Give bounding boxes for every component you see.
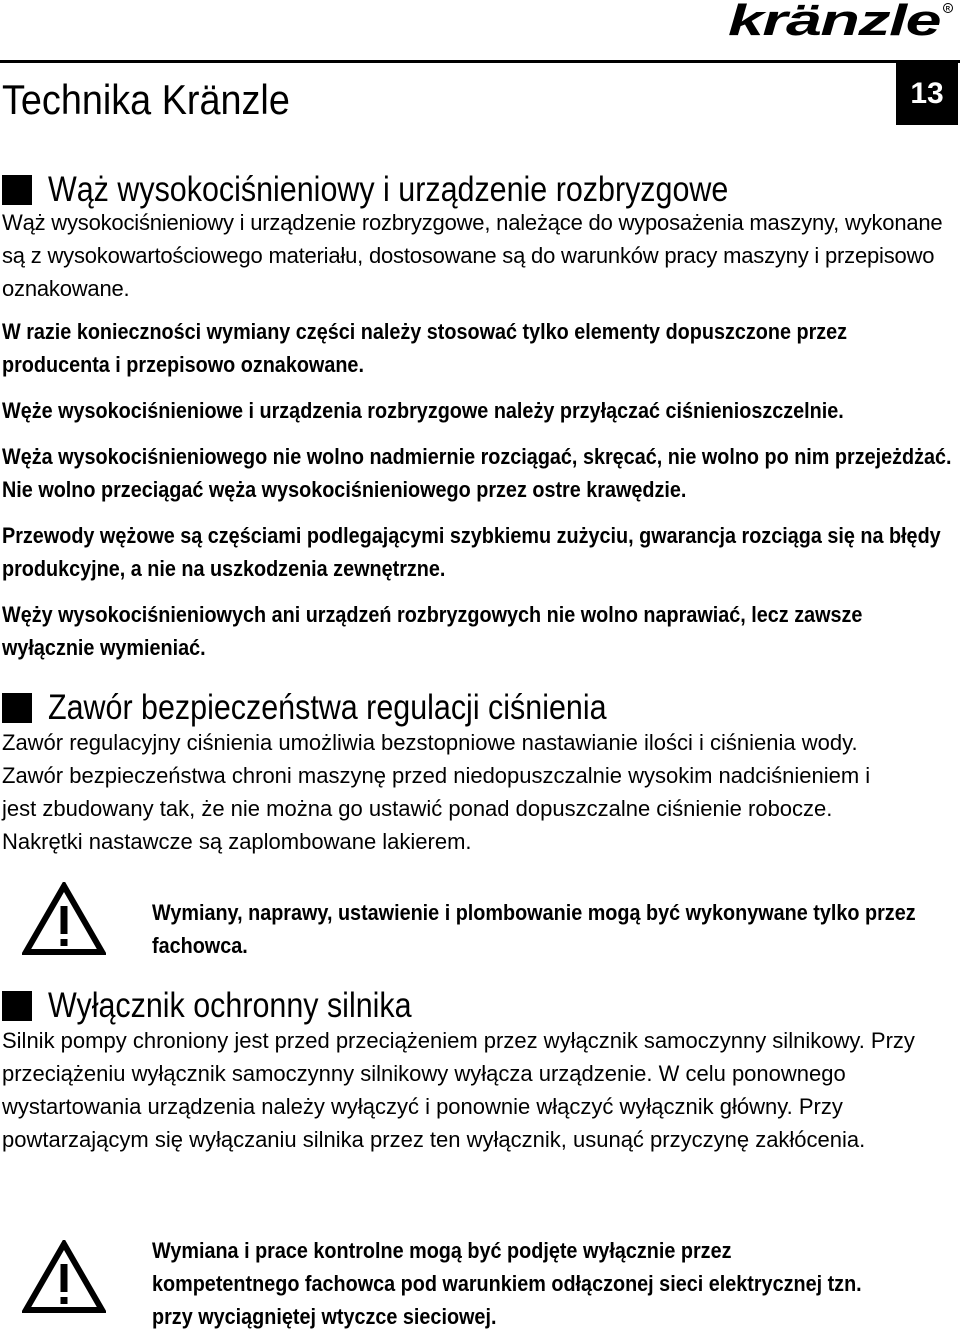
- bold-paragraph: Węża wysokociśnieniowego nie wolno nadmiernie rozciągać, skręcać, nie wolno po nim przejeżdżać. Nie wolno przeciągać węża wysokociśnieniowego przez ostre krawędzie.: [2, 444, 952, 502]
- section-motor-protection: [2, 986, 957, 1156]
- section-heading: Zawór bezpieczeństwa regulacji ciśnienia: [2, 688, 957, 728]
- bold-paragraph: Węże wysokociśnieniowe i urządzenia rozbryzgowe należy przyłączać ciśnienioszczelnie.: [2, 398, 844, 423]
- black-square-bullet: [2, 991, 32, 1021]
- black-square-bullet: [2, 693, 32, 723]
- bold-paragraph: Węży wysokociśnieniowych ani urządzeń rozbryzgowych nie wolno naprawiać, lecz zawsze wyłącznie wymieniać.: [2, 602, 863, 660]
- section-heading: Wyłącznik ochronny silnika: [2, 986, 957, 1026]
- paragraph: Wąż wysokociśnieniowy i urządzenie rozbryzgowe, należące do wyposażenia maszyny, wykonane są z wysokowartościowego materiału, dostosowane są do warunków pracy maszyny i przepisowo oznakowane.: [2, 210, 943, 301]
- section-heading: Wąż wysokociśnieniowy i urządzenie rozbryzgowe: [2, 170, 957, 210]
- bold-paragraph: Przewody wężowe są częściami podlegającymi szybkiemu zużyciu, gwarancja rozciąga się na błędy produkcyjne, a nie na uszkodzenia zewnętrzne.: [2, 523, 941, 581]
- warning-triangle-icon: [22, 882, 106, 956]
- page-number: 13: [896, 63, 958, 125]
- warning-triangle-icon: [22, 1240, 106, 1314]
- paragraph: Silnik pompy chroniony jest przed przeciążeniem przez wyłącznik samoczynny silnikowy. Przy przeciążeniu wyłącznik samoczynny silnikowy wyłącza urządzenie. W celu ponownego wystartowania urządzenia należy wyłączyć i ponownie włączyć wyłącznik główny. Przy powtarzającym się wyłączaniu silnika przez ten wyłącznik, usunąć przyczynę zakłócenia.: [2, 1028, 915, 1152]
- bold-paragraph: W razie konieczności wymiany części należy stosować tylko elementy dopuszczone przez producenta i przepisowo oznakowane.: [2, 319, 848, 377]
- svg-text:R: R: [945, 6, 951, 13]
- section-hose: [2, 170, 957, 664]
- warning-text: Wymiany, naprawy, ustawienie i plombowanie mogą być wykonywane tylko przez fachowca.: [152, 900, 916, 958]
- section-pressure-valve: [2, 688, 957, 858]
- warning-box: [0, 882, 960, 962]
- logo-wordmark: kränzle: [728, 2, 941, 40]
- paragraph: Zawór regulacyjny ciśnienia umożliwia bezstopniowe nastawianie ilości i ciśnienia wody. Zawór bezpieczeństwa chroni maszynę przed niedopuszczalnie wysokim nadciśnieniem i jest zbudowany tak, że nie można go ustawić ponad dopuszczalne ciśnienie robocze. Nakrętki nastawcze są zaplombowane lakierem.: [2, 730, 871, 854]
- warning-text: Wymiana i prace kontrolne mogą być podjęte wyłącznie przez kompetentnego fachowca pod warunkiem odłączonej sieci elektrycznej tzn. przy wyciągniętej wtyczce sieciowej.: [152, 1238, 862, 1329]
- page-title: Technika Kränzle: [2, 76, 290, 123]
- kranzle-logo: [728, 2, 954, 40]
- black-square-bullet: [2, 175, 32, 205]
- header-rule: [0, 60, 960, 63]
- warning-box: [0, 1240, 952, 1333]
